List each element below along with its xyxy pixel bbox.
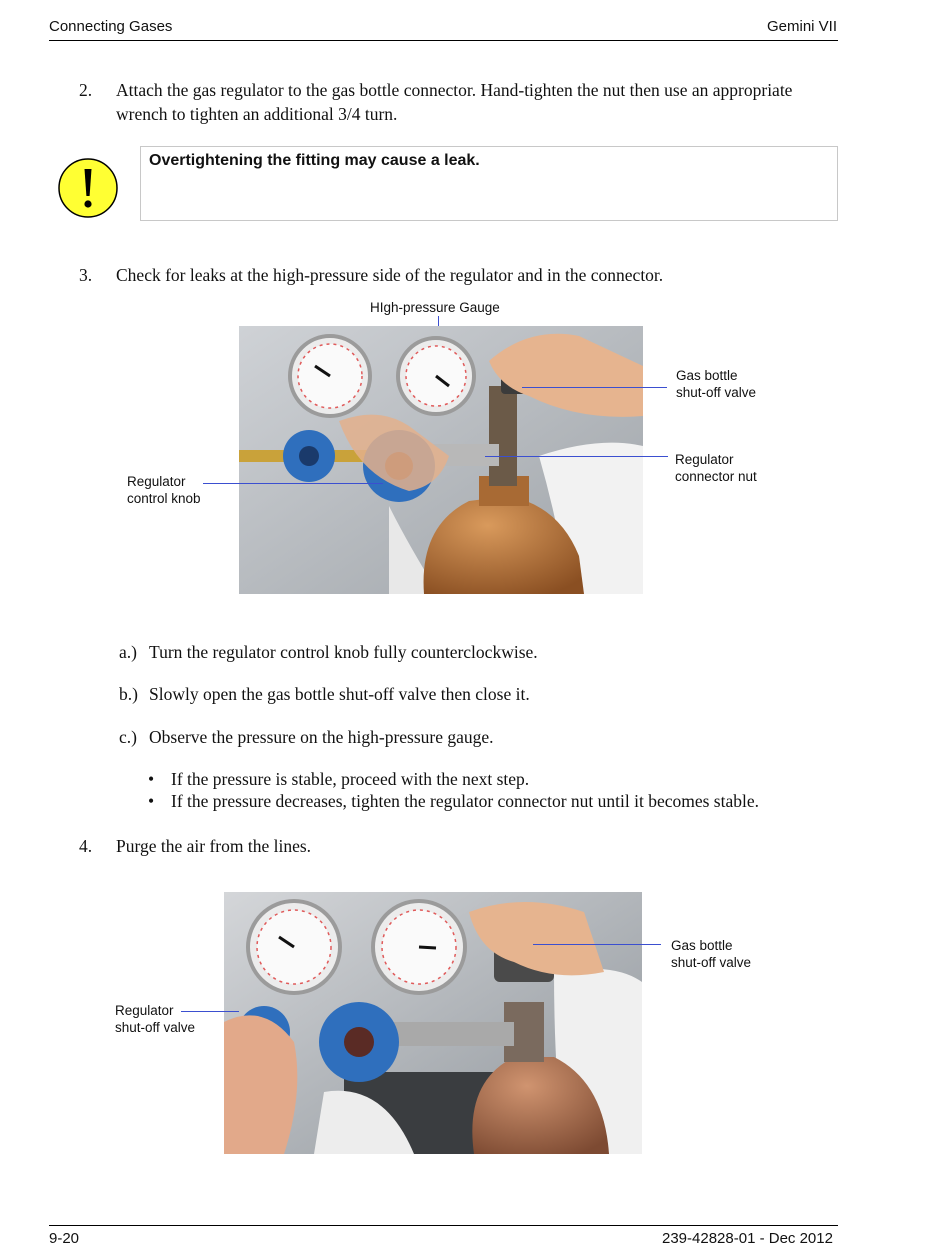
header-rule xyxy=(49,40,838,41)
label-control-knob-line2: control knob xyxy=(127,491,201,506)
step-4-number: 4. xyxy=(79,836,93,856)
label-regulator-shutoff-valve xyxy=(115,1002,195,1036)
footer-rule xyxy=(49,1225,838,1226)
label-gas-bottle-valve-2 xyxy=(671,937,751,971)
step-3-number: 3. xyxy=(79,265,93,285)
label-gas-bottle-valve-line1: Gas bottle xyxy=(676,368,738,383)
photo-regulator-leak-check xyxy=(239,326,643,594)
bullet-text-1: If the pressure is stable, proceed with the next step. xyxy=(171,769,530,789)
leader-regulator-control-knob xyxy=(203,483,383,484)
step-3-text: Check for leaks at the high-pressure side of the regulator and in the connector. xyxy=(116,265,664,285)
substep-a-mark: a.) xyxy=(119,642,137,662)
exclamation-icon xyxy=(58,158,118,218)
label-control-knob-line1: Regulator xyxy=(127,474,186,489)
caution-box xyxy=(140,146,838,221)
label-gas-bottle-valve-1 xyxy=(676,367,756,401)
substep-c-text: Observe the pressure on the high-pressure gauge. xyxy=(149,727,494,747)
label-regulator-connector-nut xyxy=(675,451,757,485)
bullet-dot-2: • xyxy=(148,791,155,811)
label-regulator-shutoff-line1: Regulator xyxy=(115,1003,174,1018)
label-high-pressure-gauge: HIgh-pressure Gauge xyxy=(370,300,500,315)
substep-a-text: Turn the regulator control knob fully counterclockwise. xyxy=(149,642,538,662)
step-2-line-1: Attach the gas regulator to the gas bottle connector. Hand-tighten the nut then use an appropriate xyxy=(116,80,793,100)
label-gas-bottle-valve-2-line2: shut-off valve xyxy=(671,955,752,970)
header-section-title: Connecting Gases xyxy=(49,18,173,35)
substep-b-mark: b.) xyxy=(119,684,138,704)
leader-regulator-connector-nut xyxy=(485,456,668,457)
bullet-dot-1: • xyxy=(148,769,155,789)
leader-gas-bottle-valve-2 xyxy=(533,944,661,945)
bullet-text-2: If the pressure decreases, tighten the regulator connector nut until it becomes stable. xyxy=(171,791,759,811)
label-gas-bottle-valve-line2: shut-off valve xyxy=(676,385,757,400)
label-gas-bottle-valve-2-line1: Gas bottle xyxy=(671,938,733,953)
step-2-number: 2. xyxy=(79,80,93,100)
header-product-name: Gemini VII xyxy=(767,18,838,35)
step-4-text: Purge the air from the lines. xyxy=(116,836,312,856)
label-connector-nut-line2: connector nut xyxy=(675,469,757,484)
leader-gas-bottle-valve-1 xyxy=(522,387,667,388)
purge-photo-illustration xyxy=(224,892,642,1154)
step-2-text xyxy=(116,78,846,126)
leader-regulator-shutoff-valve xyxy=(181,1011,239,1012)
caution-text: Overtightening the fitting may cause a leak. xyxy=(149,152,480,169)
footer-page-number: 9-20 xyxy=(49,1230,80,1247)
caution-icon xyxy=(58,158,118,218)
regulator-photo-illustration xyxy=(239,326,643,594)
step-2-line-2: wrench to tighten an additional 3/4 turn. xyxy=(116,104,398,124)
label-connector-nut-line1: Regulator xyxy=(675,452,734,467)
footer-document-id: 239-42828-01 - Dec 2012 xyxy=(662,1230,833,1247)
label-regulator-shutoff-line2: shut-off valve xyxy=(115,1020,196,1035)
label-regulator-control-knob xyxy=(127,473,201,507)
substep-b-text: Slowly open the gas bottle shut-off valve then close it. xyxy=(149,684,530,704)
photo-purge-lines xyxy=(224,892,642,1154)
substep-c-mark: c.) xyxy=(119,727,137,747)
